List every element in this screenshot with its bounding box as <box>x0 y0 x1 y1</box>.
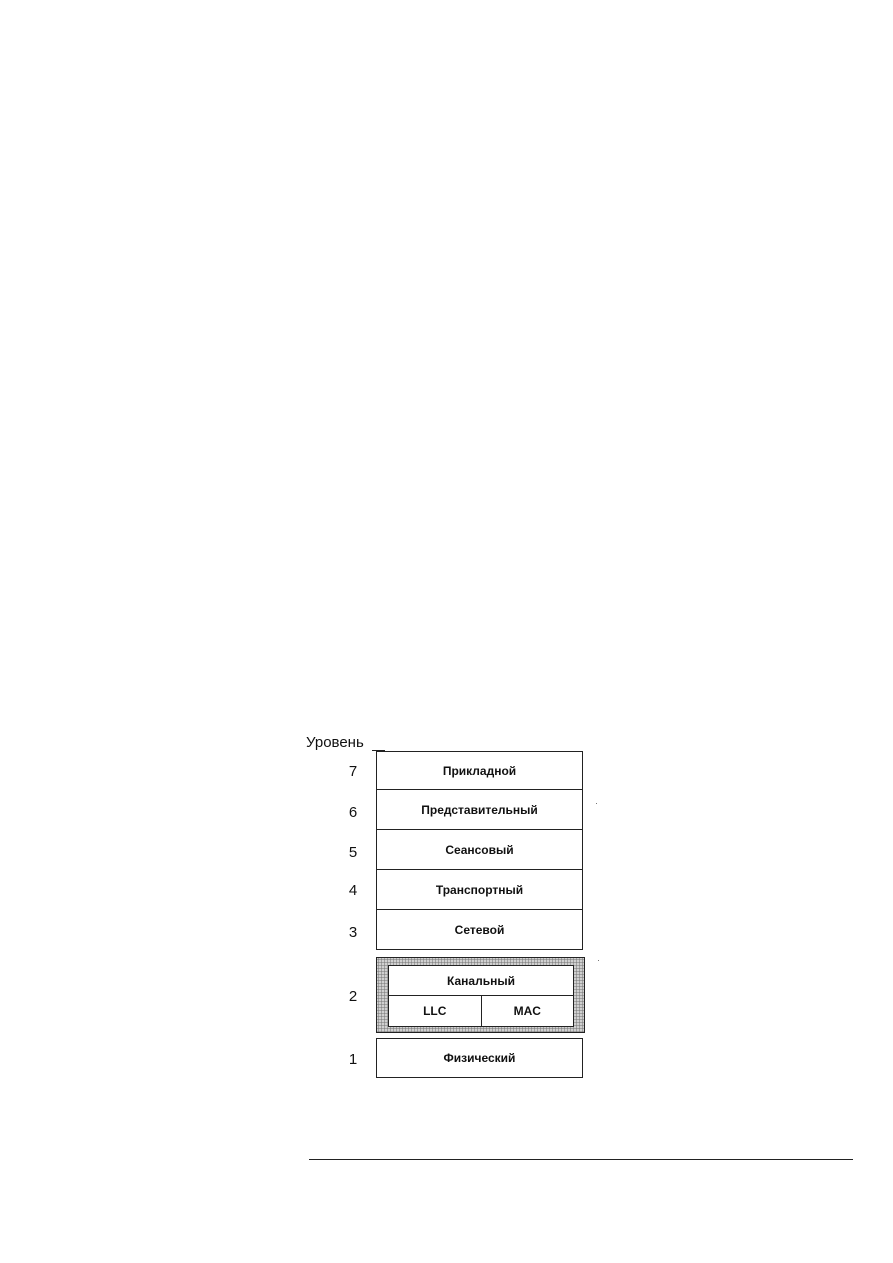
layer-box-transport: Транспортный <box>376 870 583 910</box>
layer-number-7: 7 <box>348 763 358 780</box>
sublayer-mac: MAC <box>481 996 574 1026</box>
footer-rule <box>309 1159 853 1160</box>
layer-label-data-link: Канальный <box>389 966 573 996</box>
level-axis-title: Уровень <box>306 734 364 751</box>
layer-box-application: Прикладной <box>376 751 583 790</box>
layer-box-physical: Физический <box>376 1038 583 1078</box>
layer-number-6: 6 <box>348 804 358 821</box>
layer-box-session: Сеансовый <box>376 830 583 870</box>
layer-number-3: 3 <box>348 924 358 941</box>
scan-speck <box>598 960 599 961</box>
layer-number-4: 4 <box>348 882 358 899</box>
layer-box-data-link-highlighted <box>376 957 585 1033</box>
layer-box-network: Сетевой <box>376 910 583 950</box>
scan-speck <box>596 803 597 804</box>
layer-box-presentation: Представительный <box>376 790 583 830</box>
layer-number-5: 5 <box>348 844 358 861</box>
sublayer-llc: LLC <box>423 1004 447 1018</box>
layer-number-1: 1 <box>348 1051 358 1068</box>
data-link-sublayers <box>389 996 573 1026</box>
data-link-inner-box <box>388 965 574 1027</box>
layer-number-2: 2 <box>348 988 358 1005</box>
